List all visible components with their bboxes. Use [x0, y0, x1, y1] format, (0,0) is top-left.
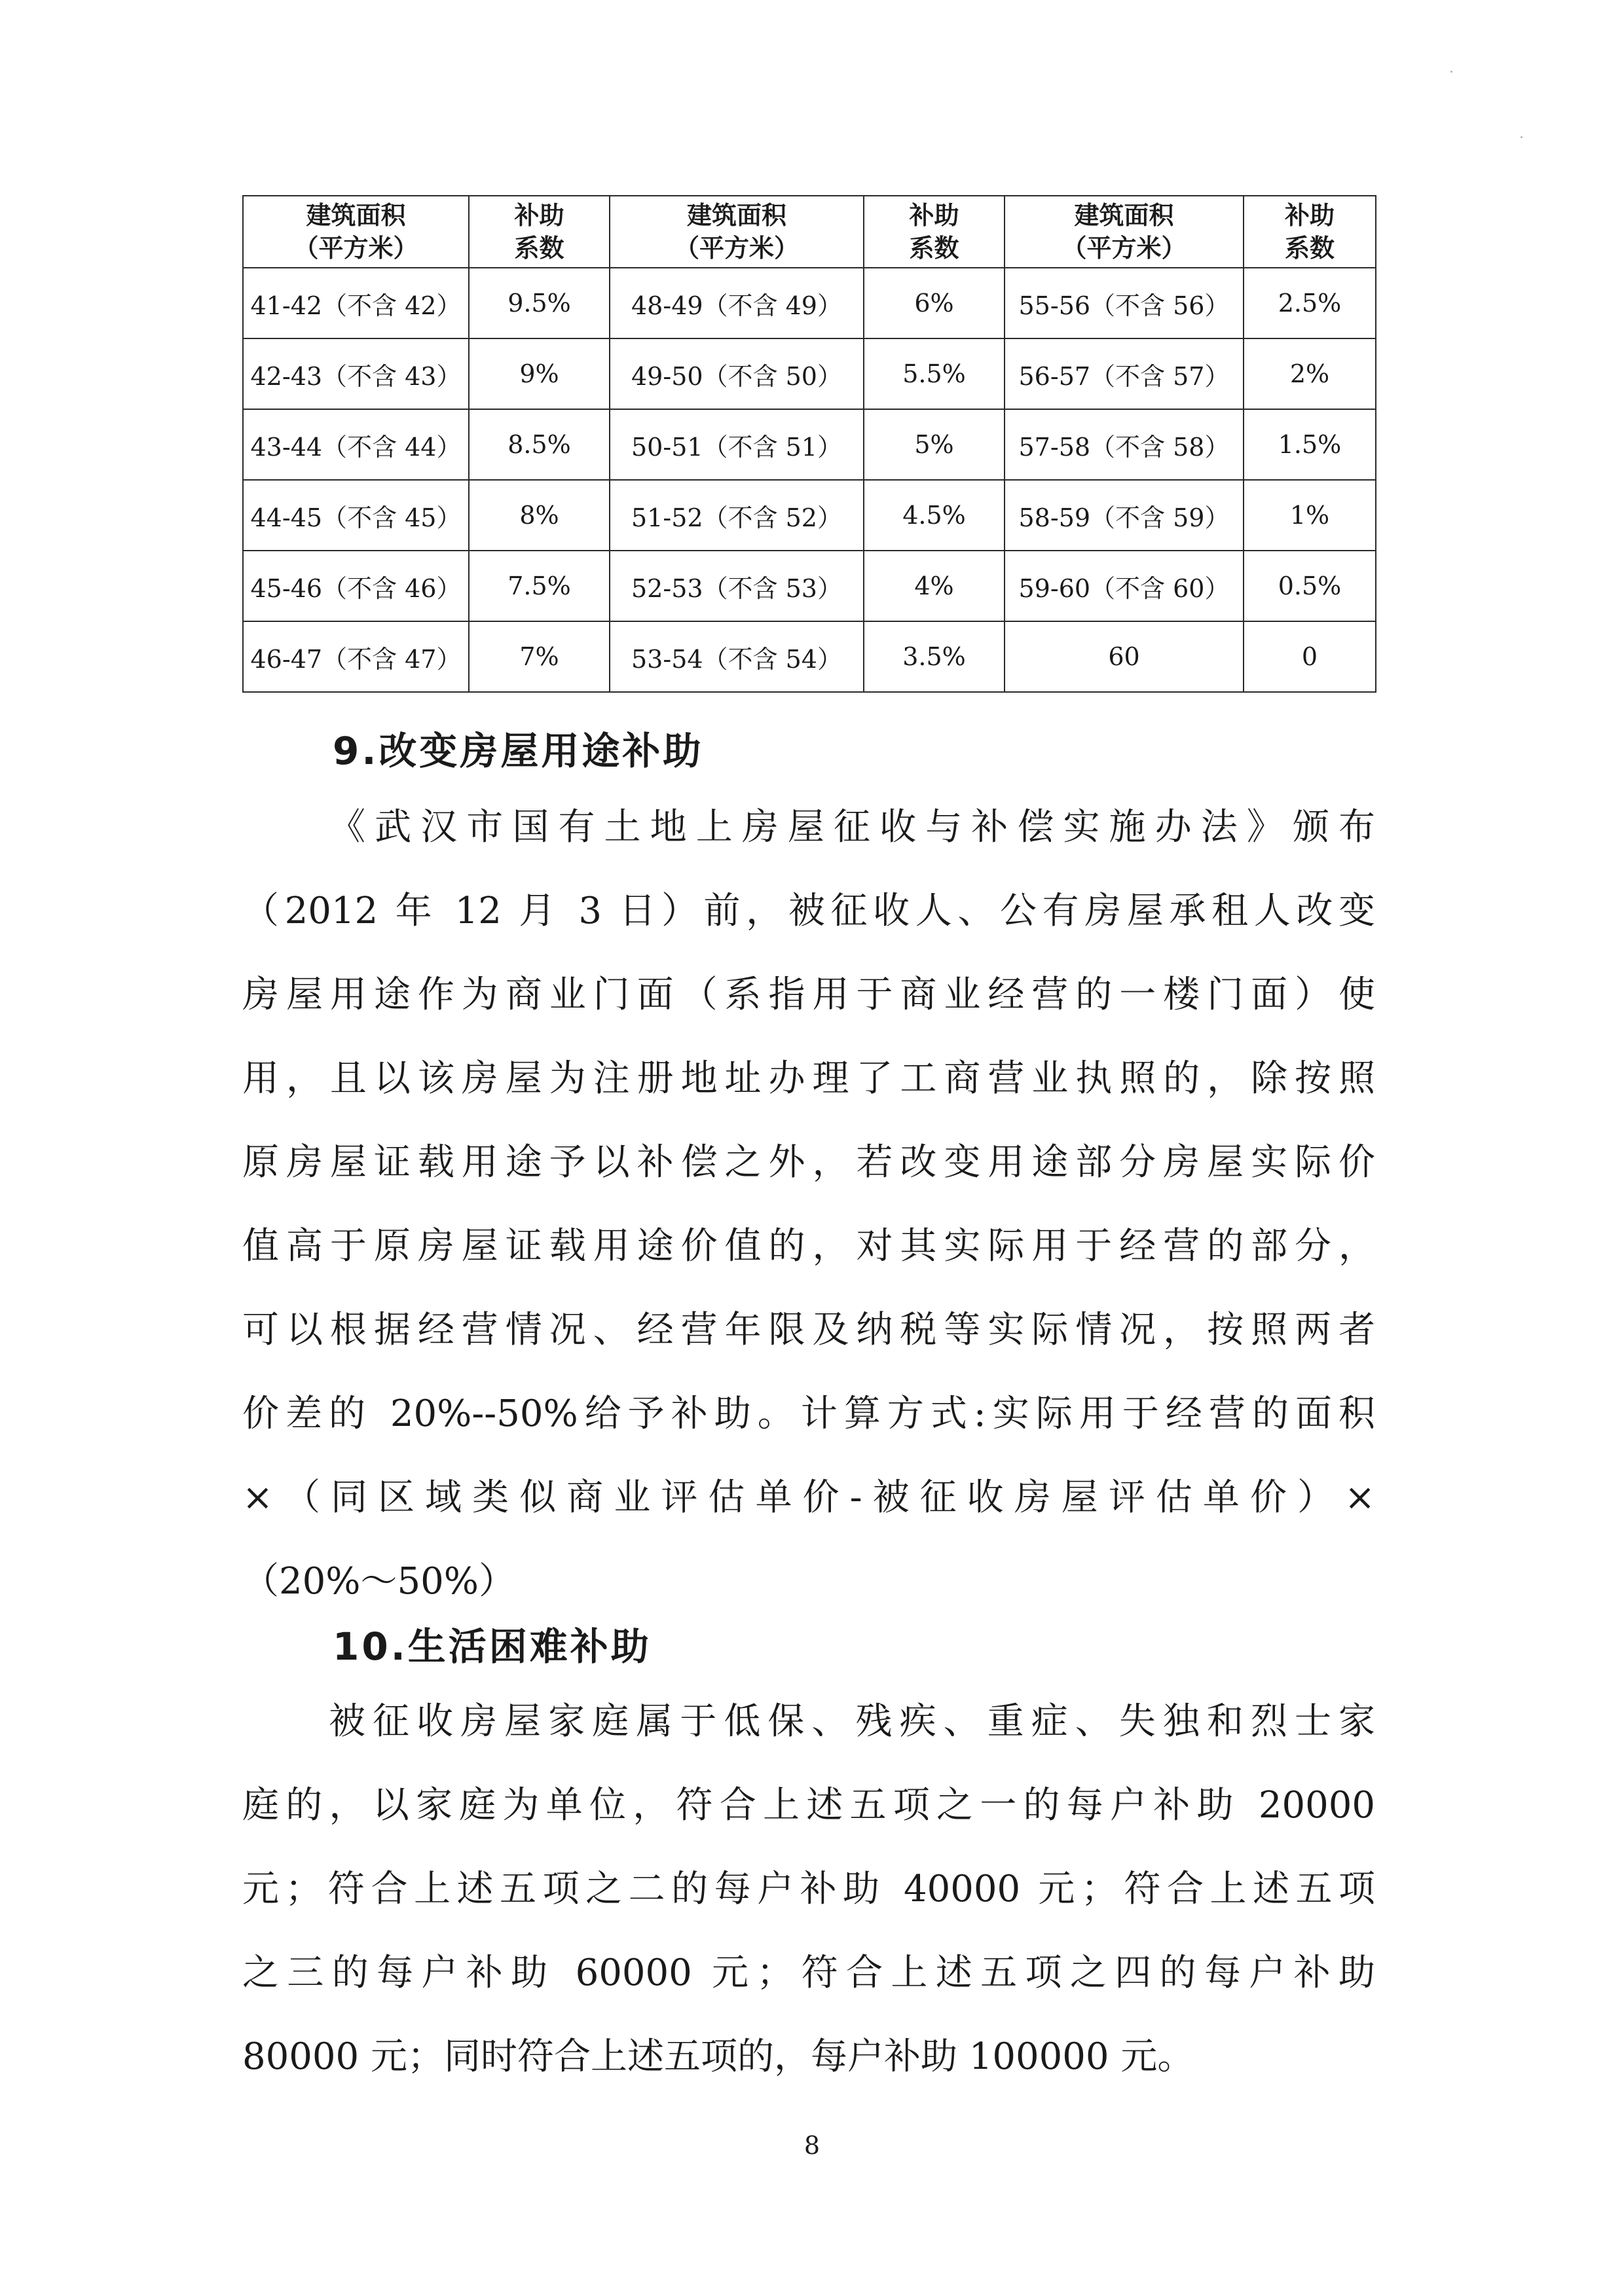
table-cell: 52-53（不含 53）	[610, 551, 864, 621]
table-cell: 2.5%	[1244, 268, 1376, 338]
table-cell: 51-52（不含 52）	[610, 480, 864, 551]
paragraph-line: 之三的每户补助 60000 元；符合上述五项之四的每户补助	[242, 1952, 1375, 1994]
table-row	[243, 480, 1376, 551]
table-cell: 6%	[864, 268, 1005, 338]
table-row	[243, 268, 1376, 338]
table-cell: 41-42（不含 42）	[243, 268, 469, 338]
table-cell: 1%	[1244, 480, 1376, 551]
header-coefficient-2: 补助 系数	[864, 196, 1005, 268]
paragraph-line: ×（同区域类似商业评估单价-被征收房屋评估单价）×	[242, 1476, 1375, 1519]
table-cell: 1.5%	[1244, 409, 1376, 480]
table-cell: 8.5%	[469, 409, 610, 480]
paragraph-line: 《武汉市国有土地上房屋征收与补偿实施办法》颁布	[329, 806, 1375, 848]
table-cell: 55-56（不含 56）	[1005, 268, 1244, 338]
table-cell: 3.5%	[864, 621, 1005, 692]
table-cell: 7.5%	[469, 551, 610, 621]
paragraph-line: 庭的，以家庭为单位，符合上述五项之一的每户补助 20000	[242, 1784, 1375, 1827]
table-header-row	[243, 196, 1376, 268]
scan-speck	[1521, 136, 1522, 138]
table-cell: 42-43（不含 43）	[243, 338, 469, 409]
table-cell: 59-60（不含 60）	[1005, 551, 1244, 621]
table-cell: 58-59（不含 59）	[1005, 480, 1244, 551]
table-cell: 9%	[469, 338, 610, 409]
subsidy-coefficient-table	[242, 195, 1376, 693]
table-row	[243, 621, 1376, 692]
table-row	[243, 409, 1376, 480]
section-9-heading: 9.改变房屋用途补助	[333, 729, 704, 773]
paragraph-line: 可以根据经营情况、经营年限及纳税等实际情况，按照两者	[242, 1309, 1375, 1351]
header-area-3: 建筑面积 （平方米）	[1005, 196, 1244, 268]
paragraph-line: （2012 年 12 月 3 日）前，被征收人、公有房屋承租人改变	[242, 890, 1375, 932]
scan-speck	[1450, 71, 1452, 73]
section-10-heading: 10.生活困难补助	[333, 1624, 652, 1669]
section-9-body	[242, 786, 1375, 1624]
table-cell: 57-58（不含 58）	[1005, 409, 1244, 480]
paragraph-line: （20%～50%）	[242, 1560, 515, 1603]
table-cell: 5.5%	[864, 338, 1005, 409]
header-area-1: 建筑面积 （平方米）	[243, 196, 469, 268]
table-cell: 45-46（不含 46）	[243, 551, 469, 621]
table-row	[243, 338, 1376, 409]
table-cell: 49-50（不含 50）	[610, 338, 864, 409]
header-coefficient-1: 补助 系数	[469, 196, 610, 268]
table-cell: 50-51（不含 51）	[610, 409, 864, 480]
header-coefficient-3: 补助 系数	[1244, 196, 1376, 268]
table-cell: 0	[1244, 621, 1376, 692]
table-cell: 60	[1005, 621, 1244, 692]
paragraph-line: 原房屋证载用途予以补偿之外，若改变用途部分房屋实际价	[242, 1141, 1375, 1184]
paragraph-line: 元；符合上述五项之二的每户补助 40000 元；符合上述五项	[242, 1868, 1375, 1910]
table-cell: 8%	[469, 480, 610, 551]
section-10-body	[242, 1680, 1375, 2099]
table-row	[243, 551, 1376, 621]
page-number: 8	[803, 2131, 821, 2160]
table-cell: 5%	[864, 409, 1005, 480]
paragraph-line: 房屋用途作为商业门面（系指用于商业经营的一楼门面）使	[242, 974, 1375, 1016]
table-cell: 48-49（不含 49）	[610, 268, 864, 338]
paragraph-line: 被征收房屋家庭属于低保、残疾、重症、失独和烈士家	[329, 1700, 1375, 1743]
table-cell: 4.5%	[864, 480, 1005, 551]
table-cell: 46-47（不含 47）	[243, 621, 469, 692]
paragraph-line: 用，且以该房屋为注册地址办理了工商营业执照的，除按照	[242, 1057, 1375, 1100]
table-cell: 56-57（不含 57）	[1005, 338, 1244, 409]
table-cell: 43-44（不含 44）	[243, 409, 469, 480]
paragraph-line: 值高于原房屋证载用途价值的，对其实际用于经营的部分，	[242, 1225, 1375, 1267]
paragraph-line: 价差的 20%--50%给予补助。计算方式:实际用于经营的面积	[242, 1393, 1375, 1435]
table-cell: 2%	[1244, 338, 1376, 409]
table-cell: 53-54（不含 54）	[610, 621, 864, 692]
table-cell: 44-45（不含 45）	[243, 480, 469, 551]
table-cell: 7%	[469, 621, 610, 692]
table-cell: 9.5%	[469, 268, 610, 338]
table-cell: 0.5%	[1244, 551, 1376, 621]
header-area-2: 建筑面积 （平方米）	[610, 196, 864, 268]
table-cell: 4%	[864, 551, 1005, 621]
paragraph-line: 80000 元；同时符合上述五项的，每户补助 100000 元。	[242, 2035, 1194, 2078]
